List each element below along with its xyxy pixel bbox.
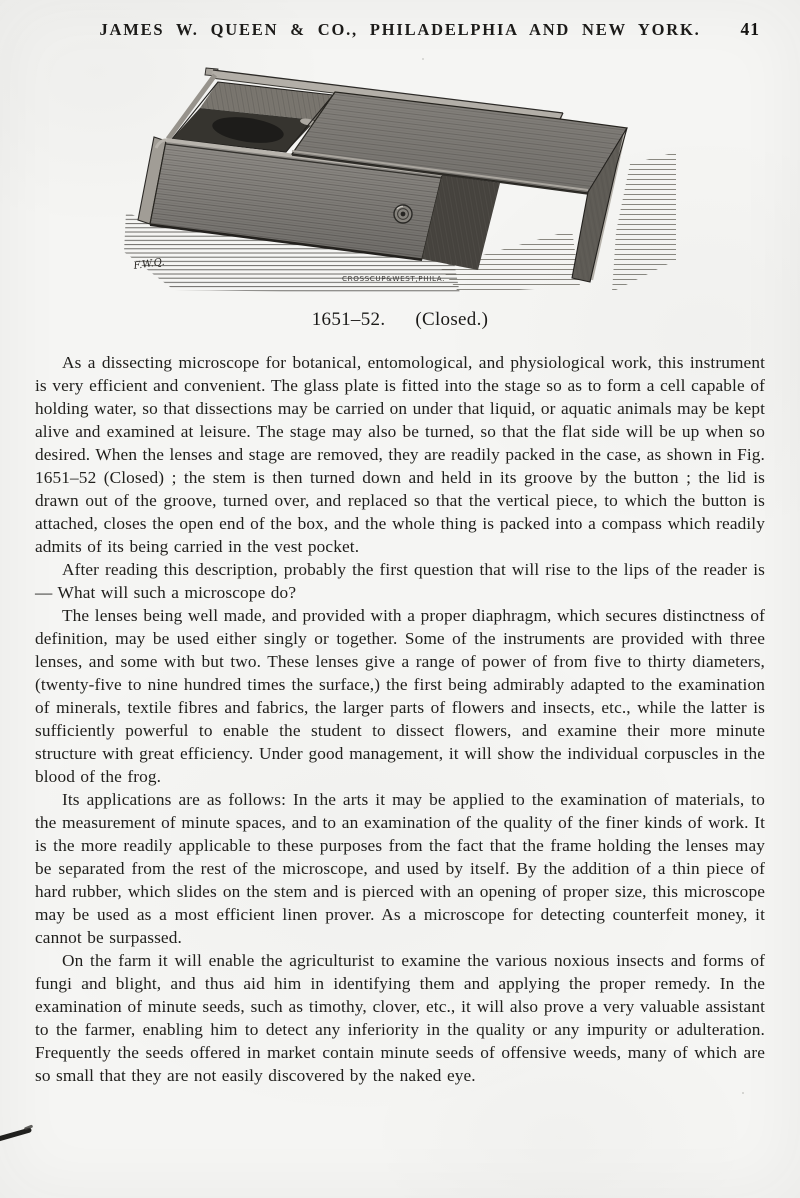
running-head: JAMES W. QUEEN & CO., PHILADELPHIA AND NEW YORK. xyxy=(99,20,701,39)
page-number: 41 xyxy=(740,19,760,39)
engraving-credit: CROSSCUP&WEST,PHILA. xyxy=(342,274,446,283)
figure-caption xyxy=(0,309,800,331)
scan-speck xyxy=(422,58,424,60)
figure-state-label: (Closed.) xyxy=(415,309,489,330)
scan-speck xyxy=(742,1092,744,1094)
engraver-signature: F.W.Q. xyxy=(132,256,166,272)
case-button-detail xyxy=(394,205,412,223)
paragraph-5: On the farm it will enable the agriculturist to examine the various noxious insects and forms of fungi and blight, and thus aid him in identifying them and applying the proper remedy. In the examination of minute seeds, such as timothy, clover, etc., it will also prove a very valuable assistant to the farmer, enabling him to detect any inferiority in the quality or any impurity or adulteration. Frequently the seeds offered in market contain minute seeds of offensive weeds, many of which are so small that they are not easily discovered by the naked eye. xyxy=(35,951,765,1085)
paragraph-2: After reading this description, probably the first question that will rise to the lips of the reader is — What will such a microscope do? xyxy=(35,560,765,602)
figure-number: 1651–52. xyxy=(311,309,386,330)
scan-speck xyxy=(88,982,90,985)
paragraph-4: Its applications are as follows: In the arts it may be applied to the examination of materials, to the measurement of minute spaces, and to an examination of the quality of the finer kinds of work. It is the more readily applicable to these purposes from the fact that the frame holding the lenses may be separated from the rest of the microscope, and used by itself. By the addition of a thin piece of hard rubber, which slides on the stem and is pierced with an opening of proper size, this microscope may be used as a most efficient linen prover. As a microscope for detecting counterfeit money, it cannot be surpassed. xyxy=(35,790,765,947)
scan-speck xyxy=(118,642,120,644)
paragraph-3: The lenses being well made, and provided with a proper diaphragm, which secures distinctness of definition, may be used either singly or together. Some of the instruments are provided with three lenses, and some with but two. These lenses give a range of power of from five to thirty diameters, (twenty-five to nine hundred times the surface,) the first being admirably adapted to the examination of minerals, textile fibres and fabrics, the larger parts of flowers and insects, etc., while the latter is sufficiently powerful to enable the student to dissect flowers, and examine their more minute structure with great efficiency. Under good management, it will show the individual corpuscles in the blood of the frog. xyxy=(35,606,765,786)
paragraph-1: As a dissecting microscope for botanical, entomological, and physiological work, this instrument is very efficient and convenient. The glass plate is fitted into the stage so as to form a cell capable of holding water, so that dissections may be carried on under that liquid, or aquatic animals may be kept alive and examined at leisure. The stage may also be turned, so that the flat side will be up when so desired. When the lenses and stage are removed, they are readily packed in the case, as shown in Fig. 1651–52 (Closed) ; the stem is then turned down and held in its groove by the button ; the lid is drawn out of the groove, turned over, and replaced so that the vertical piece, to which the button is attached, closes the open end of the box, and the whole thing is packed into a compass which readily admits of its being carried in the vest pocket. xyxy=(35,353,765,556)
microscope-case-engraving xyxy=(120,62,680,308)
body-text xyxy=(35,351,765,1087)
